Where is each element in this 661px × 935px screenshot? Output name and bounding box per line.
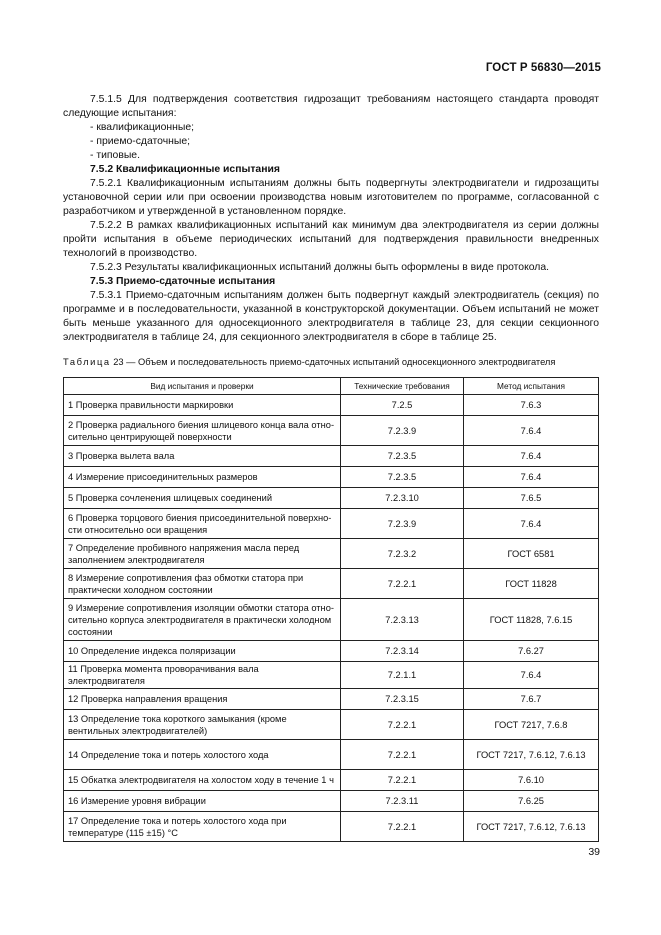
cell-test-method: ГОСТ 7217, 7.6.8 — [464, 710, 599, 740]
cell-test-method: 7.6.4 — [464, 467, 599, 488]
table-row — [64, 791, 599, 812]
cell-tech-requirement: 7.2.3.15 — [341, 689, 464, 710]
table-row — [64, 488, 599, 509]
cell-test-type: 11 Проверка момента проворачивания вала электродвигателя — [64, 662, 341, 689]
table-caption — [63, 357, 603, 367]
cell-tech-requirement: 7.2.2.1 — [341, 770, 464, 791]
cell-tech-requirement: 7.2.2.1 — [341, 710, 464, 740]
table-row — [64, 599, 599, 641]
cell-test-type: 6 Проверка торцового биения присоединительной поверхности относительно оси вращения — [64, 509, 341, 539]
table-row — [64, 770, 599, 791]
cell-test-type: 4 Измерение присоединительных размеров — [64, 467, 341, 488]
cell-test-type: 17 Определение тока и потерь холостого хода при температуре (115 ±15) °С — [64, 812, 341, 842]
cell-test-type: 7 Определение пробивного напряжения масла перед заполнением электродвигателя — [64, 539, 341, 569]
cell-tech-requirement: 7.2.2.1 — [341, 569, 464, 599]
cell-test-method: 7.6.5 — [464, 488, 599, 509]
cell-test-type: 1 Проверка правильности маркировки — [64, 395, 341, 416]
cell-test-type: 3 Проверка вылета вала — [64, 446, 341, 467]
cell-test-type: 10 Определение индекса поляризации — [64, 641, 341, 662]
cell-tech-requirement: 7.2.5 — [341, 395, 464, 416]
cell-test-method: ГОСТ 6581 — [464, 539, 599, 569]
cell-tech-requirement: 7.2.1.1 — [341, 662, 464, 689]
table-row — [64, 641, 599, 662]
section-heading-7-5-2: 7.5.2 Квалификационные испытания — [90, 164, 280, 175]
table-caption-label: Таблица — [63, 357, 111, 367]
page-number: 39 — [588, 846, 600, 858]
cell-tech-requirement: 7.2.3.2 — [341, 539, 464, 569]
table-row — [64, 467, 599, 488]
cell-test-method: 7.6.10 — [464, 770, 599, 791]
table-row — [64, 416, 599, 446]
cell-test-method: 7.6.27 — [464, 641, 599, 662]
cell-test-method: ГОСТ 11828, 7.6.15 — [464, 599, 599, 641]
cell-tech-requirement: 7.2.3.11 — [341, 791, 464, 812]
cell-tech-requirement: 7.2.2.1 — [341, 812, 464, 842]
cell-test-method: ГОСТ 11828 — [464, 569, 599, 599]
cell-tech-requirement: 7.2.3.10 — [341, 488, 464, 509]
cell-test-type: 2 Проверка радиального биения шлицевого конца вала относительно центрирующей поверхности — [64, 416, 341, 446]
table-header-row — [64, 378, 599, 395]
cell-test-method: 7.6.4 — [464, 509, 599, 539]
table-row — [64, 539, 599, 569]
cell-tech-requirement: 7.2.3.5 — [341, 467, 464, 488]
table-row — [64, 395, 599, 416]
paragraph-7-5-3-1: 7.5.3.1 Приемо-сдаточным испытаниям должен быть подвергнут каждый электродвигатель (секция) по программе и в последовательности, указанной в конструкторской документации. Объем испытаний не может быть меньше указанного для односекционного электродвигателя в таблице 23, для секции секционного электродвигателя в таблице 24, для секционного электродвигателя в сборе в таблице 25. — [63, 290, 599, 343]
list-item-qualification: - квалификационные; — [90, 122, 194, 133]
cell-tech-requirement: 7.2.3.14 — [341, 641, 464, 662]
cell-tech-requirement: 7.2.3.5 — [341, 446, 464, 467]
cell-test-type: 9 Измерение сопротивления изоляции обмотки статора относительно корпуса электродвигателя в практически холодном состоянии — [64, 599, 341, 641]
cell-test-type: 13 Определение тока короткого замыкания (кроме вентильных электродвигателей) — [64, 710, 341, 740]
cell-test-method: 7.6.4 — [464, 446, 599, 467]
cell-test-method: ГОСТ 7217, 7.6.12, 7.6.13 — [464, 812, 599, 842]
table-row — [64, 740, 599, 770]
table-caption-text: 23 — Объем и последовательность приемо-сдаточных испытаний односекционного электродвигателя — [113, 357, 556, 367]
cell-test-method: 7.6.3 — [464, 395, 599, 416]
body-text — [63, 93, 599, 345]
cell-test-type: 8 Измерение сопротивления фаз обмотки статора при практически холодном состоянии — [64, 569, 341, 599]
table-row — [64, 662, 599, 689]
table-row — [64, 446, 599, 467]
cell-test-method: 7.6.4 — [464, 662, 599, 689]
header-test-method: Метод испытания — [464, 378, 599, 395]
cell-test-type: 5 Проверка сочленения шлицевых соединений — [64, 488, 341, 509]
cell-test-method: 7.6.4 — [464, 416, 599, 446]
cell-test-type: 15 Обкатка электродвигателя на холостом ходу в течение 1 ч — [64, 770, 341, 791]
paragraph-7-5-1-5: 7.5.1.5 Для подтверждения соответствия гидрозащит требованиям настоящего стандарта проводят следующие испытания: — [63, 94, 599, 119]
table-row — [64, 710, 599, 740]
list-item-acceptance: - приемо-сдаточные; — [90, 136, 191, 147]
cell-tech-requirement: 7.2.3.9 — [341, 416, 464, 446]
table-row — [64, 569, 599, 599]
document-code-header: ГОСТ Р 56830—2015 — [485, 62, 601, 74]
cell-test-method: 7.6.25 — [464, 791, 599, 812]
tests-table — [63, 377, 599, 842]
cell-test-type: 12 Проверка направления вращения — [64, 689, 341, 710]
list-item-type: - типовые. — [90, 150, 140, 161]
header-test-type: Вид испытания и проверки — [64, 378, 341, 395]
cell-test-method: 7.6.7 — [464, 689, 599, 710]
cell-tech-requirement: 7.2.3.13 — [341, 599, 464, 641]
table-row — [64, 812, 599, 842]
cell-tech-requirement: 7.2.3.9 — [341, 509, 464, 539]
cell-tech-requirement: 7.2.2.1 — [341, 740, 464, 770]
paragraph-7-5-2-1: 7.5.2.1 Квалификационным испытаниям должны быть подвергнуты электродвигатели и гидрозащиты установочной серии или при освоении производства новым изготовителем по программе, согласованной с разработчиком и утвержденной в установленном порядке. — [63, 178, 599, 217]
table-row — [64, 509, 599, 539]
header-tech-requirements: Технические требования — [341, 378, 464, 395]
table-row — [64, 689, 599, 710]
paragraph-7-5-2-2: 7.5.2.2 В рамках квалификационных испытаний как минимум два электродвигателя из серии должны пройти испытания в объеме периодических испытаний для подтверждения правильности внедренных технологий в производство. — [63, 220, 599, 259]
cell-test-type: 16 Измерение уровня вибрации — [64, 791, 341, 812]
paragraph-7-5-2-3: 7.5.2.3 Результаты квалификационных испытаний должны быть оформлены в виде протокола. — [90, 262, 550, 273]
cell-test-type: 14 Определение тока и потерь холостого хода — [64, 740, 341, 770]
section-heading-7-5-3: 7.5.3 Приемо-сдаточные испытания — [90, 276, 276, 287]
cell-test-method: ГОСТ 7217, 7.6.12, 7.6.13 — [464, 740, 599, 770]
